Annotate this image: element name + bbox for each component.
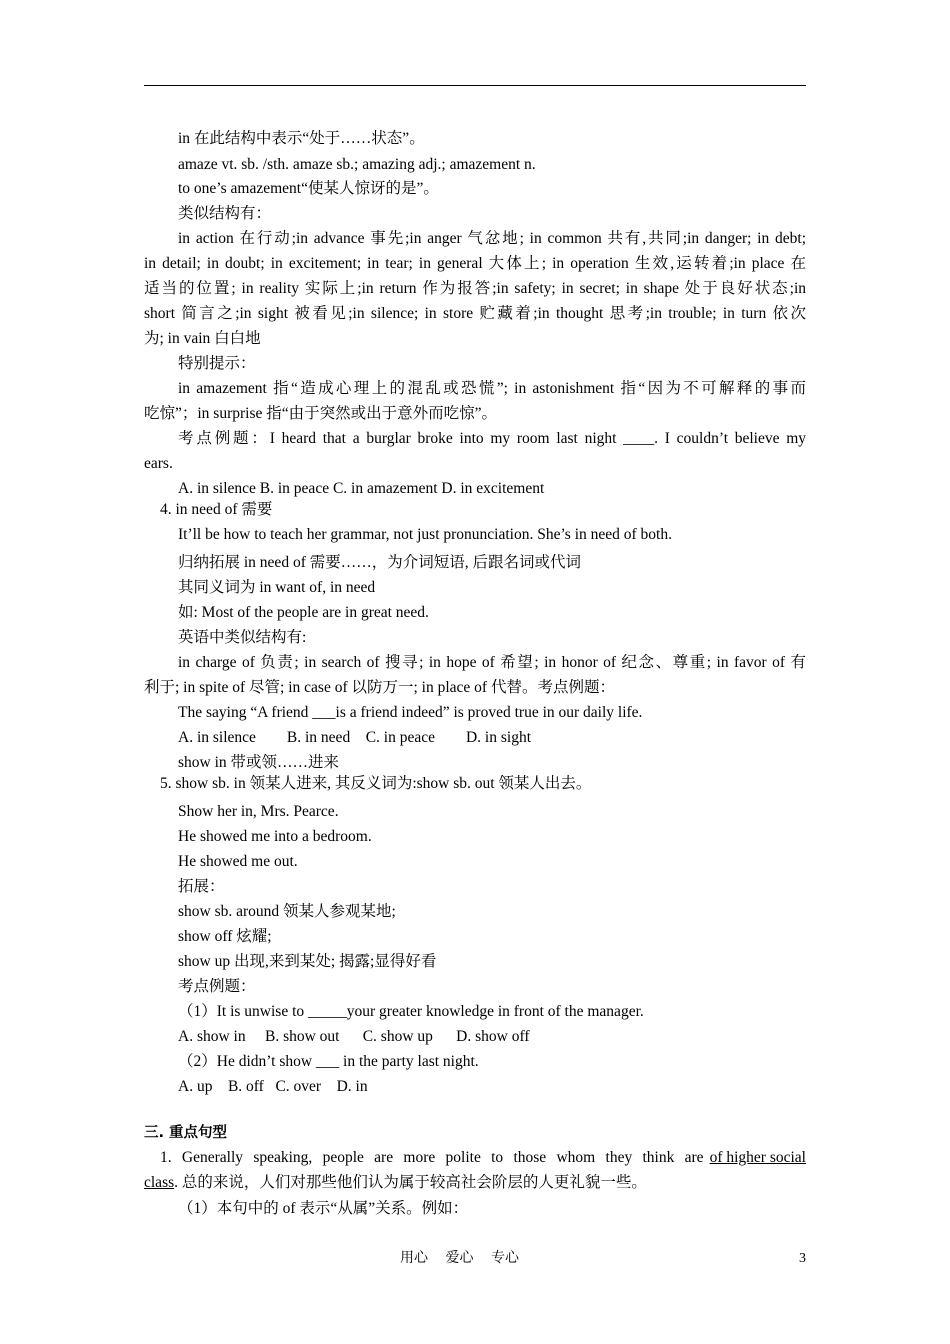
paragraph-line: 吃惊”；in surprise 指“由于突然或出于意外而吃惊”。 xyxy=(144,405,498,422)
paragraph-line: in detail; in doubt; in excitement; in tear; in general 大体上; in operation 生效,运转着;in place 在 xyxy=(144,255,806,272)
paragraph-line: in amazement 指“造成心理上的混乱或恐慌”; in astonishment 指“因为不可解释的事而 xyxy=(178,380,806,397)
text-line: 特别提示： xyxy=(178,355,256,372)
text-line: （1）It is unwise to _____your greater knowledge in front of the manager. xyxy=(178,1003,644,1020)
text-line: show up 出现,来到某处; 揭露;显得好看 xyxy=(178,953,437,970)
options-line: A. up B. off C. over D. in xyxy=(178,1078,368,1095)
page-number: 3 xyxy=(799,1251,806,1266)
text-line: He showed me into a bedroom. xyxy=(178,828,372,845)
text-line: 考点例题： xyxy=(178,978,256,995)
text-line: 拓展： xyxy=(178,878,225,895)
options-line: A. in silence B. in peace C. in amazement D. in excitement xyxy=(178,480,545,497)
text-line: （1）本句中的 of 表示“从属”关系。例如： xyxy=(178,1200,469,1217)
text-line: to one’s amazement“使某人惊讶的是”。 xyxy=(178,180,439,197)
paragraph-line xyxy=(144,1173,647,1193)
paragraph-line: in charge of 负责; in search of 搜寻; in hope of 希望; in honor of 纪念、尊重; in favor of 有 xyxy=(178,654,806,671)
paragraph-line: 利于; in spite of 尽管; in case of 以防万一; in place of 代替。考点例题： xyxy=(144,679,615,696)
text-line: 类似结构有： xyxy=(178,205,272,222)
text-line: It’ll be how to teach her grammar, not just pronunciation. She’s in need of both. xyxy=(178,526,672,543)
footer-motto: 用心 爱心 专心 xyxy=(400,1251,519,1266)
text-line: show off 炫耀; xyxy=(178,928,272,945)
paragraph-line: ears. xyxy=(144,455,173,472)
text-line: Show her in, Mrs. Pearce. xyxy=(178,803,339,820)
header-rule xyxy=(144,85,806,86)
options-line: A. in silence B. in need C. in peace D. in sight xyxy=(178,729,531,746)
section-heading: 三. 重点句型 xyxy=(144,1125,228,1141)
text-line: The saying “A friend ___is a friend indeed” is proved true in our daily life. xyxy=(178,704,643,721)
text-line: He showed me out. xyxy=(178,853,298,870)
paragraph-line: short 简言之;in sight 被看见;in silence; in store 贮藏着;in thought 思考;in trouble; in turn 依次 xyxy=(144,305,806,322)
text-line: （2）He didn’t show ___ in the party last night. xyxy=(178,1053,479,1070)
text-line: show in 带或领……进来 xyxy=(178,754,340,771)
underlined-phrase: class xyxy=(144,1174,175,1191)
text-line: 归纳拓展 in need of 需要……，为介词短语, 后跟名词或代词 xyxy=(178,554,581,571)
sentence-text: 1. Generally speaking, people are more polite to those whom they think are xyxy=(160,1149,704,1166)
options-line: A. show in B. show out C. show up D. show off xyxy=(178,1028,530,1045)
text-line: amaze vt. sb. /sth. amaze sb.; amazing adj.; amazement n. xyxy=(178,156,536,173)
paragraph-line xyxy=(160,1148,806,1168)
item-heading: 5. show sb. in 领某人进来, 其反义词为:show sb. out 领某人出去。 xyxy=(160,775,592,792)
item-heading: 4. in need of 需要 xyxy=(160,501,273,518)
paragraph-line: in action 在行动;in advance 事先;in anger 气忿地; in common 共有,共同;in danger; in debt; xyxy=(178,230,806,247)
paragraph-line: 为; in vain 白白地 xyxy=(144,330,261,347)
text-line: 如: Most of the people are in great need. xyxy=(178,604,429,621)
text-line: show sb. around 领某人参观某地; xyxy=(178,903,396,920)
text-line: in 在此结构中表示“处于……状态”。 xyxy=(178,130,425,147)
paragraph-line: 适当的位置; in reality 实际上;in return 作为报答;in safety; in secret; in shape 处于良好状态;in xyxy=(144,280,806,297)
text-line: 英语中类似结构有: xyxy=(178,629,307,646)
paragraph-line: 考点例题：I heard that a burglar broke into my room last night ____. I couldn’t believe my xyxy=(178,430,806,447)
text-line: 其同义词为 in want of, in need xyxy=(178,579,376,596)
sentence-text: . 总的来说，人们对那些他们认为属于较高社会阶层的人更礼貌一些。 xyxy=(174,1174,647,1191)
underlined-phrase: of higher social xyxy=(709,1149,806,1166)
